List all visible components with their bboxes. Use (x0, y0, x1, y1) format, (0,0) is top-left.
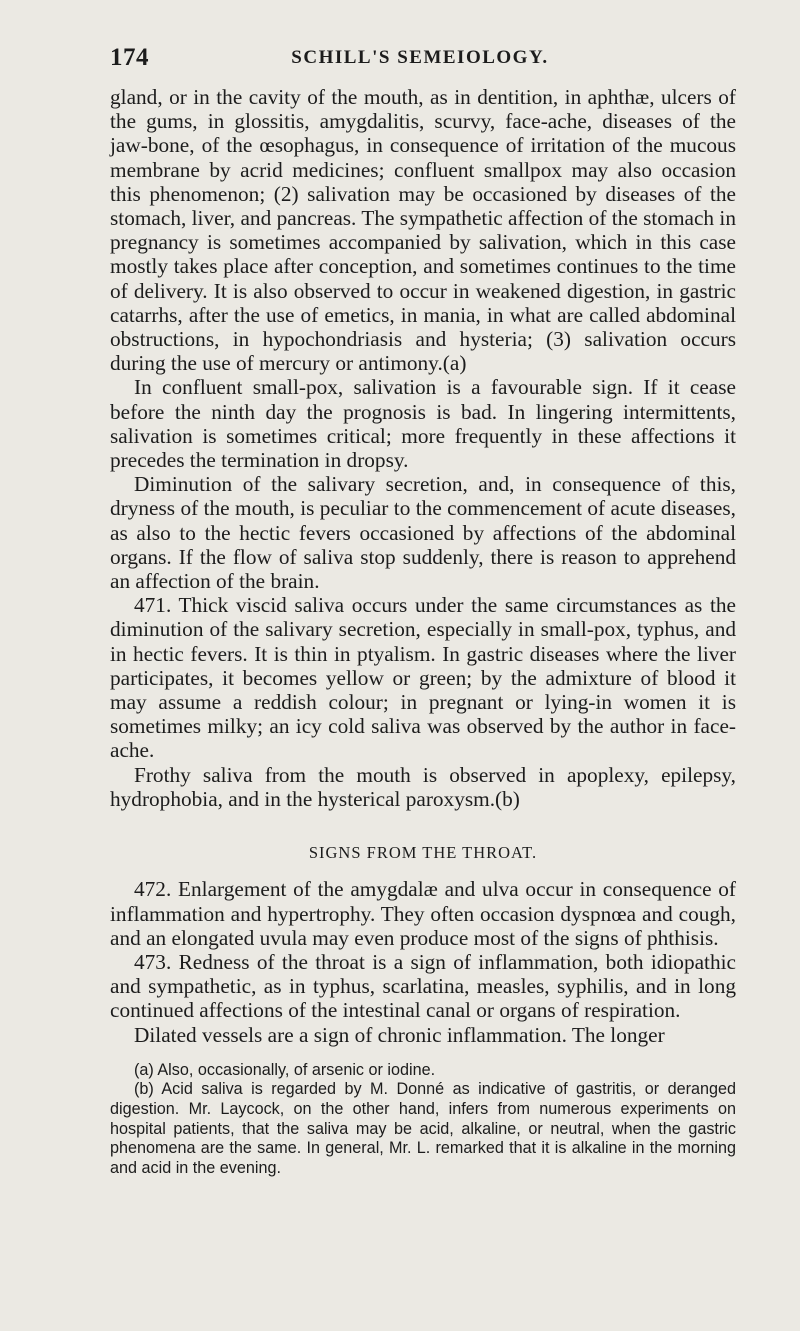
paragraph-dilated-vessels: Dilated vessels are a sign of chronic inflammation. The longer (134, 1022, 665, 1047)
paragraph-diminution: Diminution of the salivary secretion, and, in consequence of this, dryness of the mouth, is peculiar to the commencement of acute diseases, as also to the hectic fevers occasioned by affections of the abdominal organs. If the flow of saliva stop suddenly, there is reason to apprehend an affection of the brain. (110, 472, 736, 594)
footnote-b: (b) Acid saliva is regarded by M. Donné as indicative of gastritis, or deranged digestion. Mr. Laycock, on the other hand, infers from numerous experiments on hospital patients, that the saliva may be acid, alkaline, or neutral, when the gastric phenomena are the same. In general, Mr. L. remarked that it is alkaline in the morning and acid in the evening. (110, 1080, 736, 1177)
paragraph-confluent-smallpox: In confluent small-pox, salivation is a favourable sign. If it cease before the ninth day the prognosis is bad. In lingering intermittents, salivation is sometimes critical; more frequently in these affections it precedes the termination in dropsy. (110, 375, 736, 473)
running-title: SCHILL'S SEMEIOLOGY. (291, 47, 549, 68)
body-text (110, 85, 736, 1178)
footnotes (110, 1061, 736, 1179)
section-heading: SIGNS FROM THE THROAT. (308, 843, 538, 863)
footnote-a: (a) Also, occasionally, of arsenic or iodine. (134, 1060, 436, 1079)
running-head (110, 44, 730, 74)
paragraph-frothy-saliva: Frothy saliva from the mouth is observed in apoplexy, epilepsy, hydrophobia, and in the hysterical paroxysm.(b) (110, 762, 736, 811)
page-number: 174 (110, 44, 149, 71)
paragraph-473: 473. Redness of the throat is a sign of inflammation, both idiopathic and sympathetic, as in typhus, scarlatina, measles, syphilis, and in long continued affections of the intestinal canal or organs of respiration. (110, 949, 736, 1023)
paragraph-continuation: gland, or in the cavity of the mouth, as in dentition, in aphthæ, ulcers of the gums, in glossitis, amygdalitis, scurvy, face-ache, diseases of the jaw-bone, of the œsophagus, in consequence of irritation of the mucous membrane by acrid medicines; confluent smallpox may also occasion this phenomenon; (2) salivation may be occasioned by diseases of the stomach, liver, and pancreas. The sympathetic affection of the stomach in pregnancy is sometimes accompanied by salivation, which in this case mostly takes place after conception, and sometimes continues to the time of delivery. It is also observed to occur in weakened digestion, in gastric catarrhs, after the use of emetics, in mania, in what are called abdominal obstructions, in hypochondriasis and hysteria; (3) salivation occurs during the use of mercury or antimony.(a) (110, 85, 736, 376)
paragraph-471: 471. Thick viscid saliva occurs under the same circumstances as the diminution of the salivary secretion, especially in small-pox, typhus, and in hectic fevers. It is thin in ptyalism. In gastric diseases where the liver participates, it becomes yellow or green; by the admixture of blood it may assume a reddish colour; in pregnant or lying-in women it is sometimes milky; an icy cold saliva was observed by the author in face-ache. (110, 593, 736, 763)
paragraph-472: 472. Enlargement of the amygdalæ and ulva occur in consequence of inflammation and hypertrophy. They often occasion dyspnœa and cough, and an elongated uvula may even produce most of the signs of phthisis. (110, 877, 736, 950)
